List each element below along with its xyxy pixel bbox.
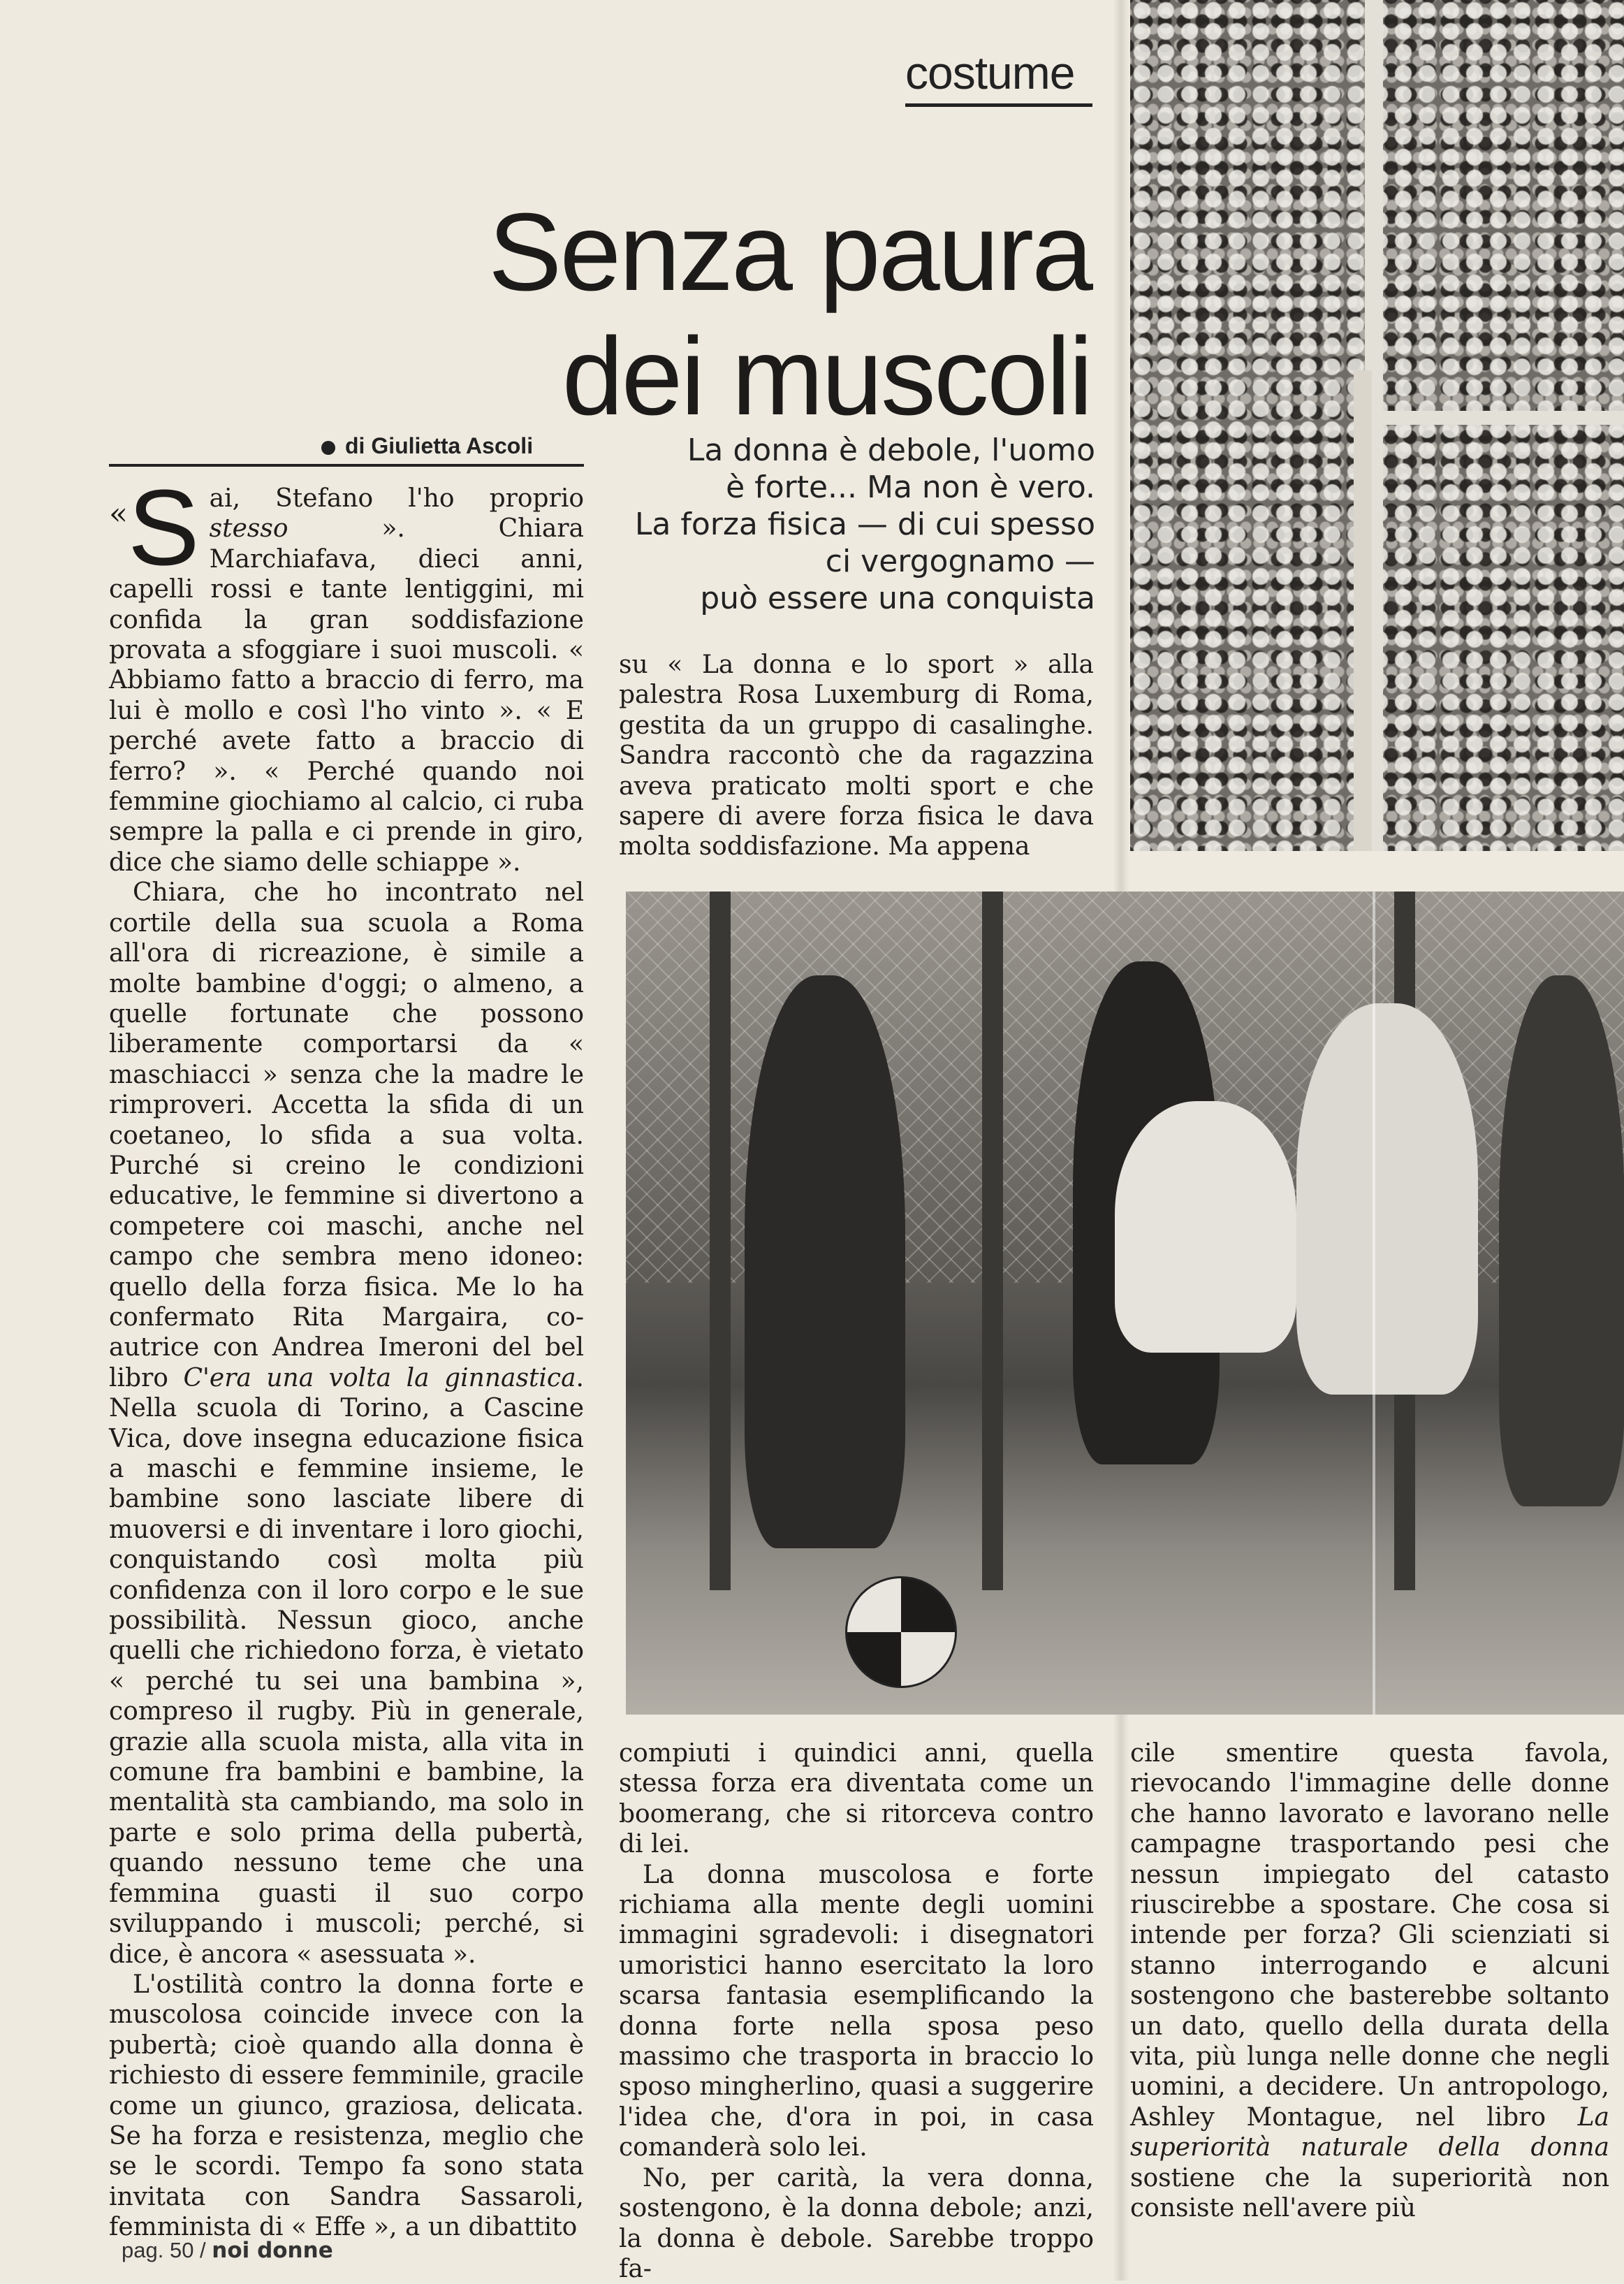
article-column-3-bottom <box>1130 1738 1609 2224</box>
spectator-figure <box>745 975 905 1548</box>
book-title: La superiorità naturale della donna <box>1130 2102 1609 2162</box>
drop-cap-letter: S <box>127 467 200 588</box>
player-figure <box>1296 1003 1478 1395</box>
deck-line: può essere una conquista <box>700 581 1095 616</box>
article-column-2-bottom <box>619 1738 1094 2284</box>
deck-line: La forza fisica — di cui spesso <box>634 507 1095 542</box>
headline <box>419 190 1091 439</box>
headline-line-2: dei muscoli <box>562 315 1091 438</box>
deck-line: La donna è debole, l'uomo <box>687 432 1095 468</box>
text: cile smentire questa favola, rievocando l'immagine delle donne che hanno lavorato e lavorano nelle campagne trasportando pesi che nessun impiegato del catasto riuscirebbe a spostare. Che cosa si intende per forza? Gli scienziati si stanno interrogando e alcuni sostengono che basterebbe soltanto un dato, quello della durata della vita, più lunga nelle donne che negli uomini, a decidere. Un antropologo, Ashley Montague, nel libro <box>1130 1739 1609 2132</box>
page-footer <box>122 2238 333 2263</box>
byline <box>321 433 533 459</box>
text: ». Chiara Marchiafava, dieci anni, capelli rossi e tante lentiggini, mi confida la gran soddisfazione provata a sfoggiare i suoi muscoli. « Abbiamo fatto a braccio di ferro, ma lui è mollo e così l'ho vinto ». « E perché avete fatto a braccio di ferro? ». « Perché quando noi femmine giochiamo al calcio, ci ruba sempre la palla e ci prende in giro, dice che siamo delle schiappe ». <box>109 514 584 877</box>
text: . Nella scuola di Torino, a Cascine Vica, dove insegna educazione fisica a maschi e femmine insieme, le bambine sono lasciate libere di muoversi e di inventare i loro giochi, conquistando così molta più confidenza con il loro corpo e le sue possibilità. Nessun gioco, anche quelli che richiedono forza, è vietato « perché tu sei una bambina », compreso il rugby. Più in generale, grazie alla scuola mista, alla vita in comune fra bambini e bambine, la mentalità sta cambiando, ma solo in parte e solo prima della pubertà, quando nessuno teme che una femmina guasti il suo corpo sviluppando i muscoli; perché, si dice, è ancora « asessuata ». <box>109 1363 584 1969</box>
spectator-figure <box>1499 975 1624 1506</box>
byline-text: di Giulietta Ascoli <box>345 433 534 458</box>
section-rule <box>905 103 1092 107</box>
paragraph: La donna muscolosa e forte richiama alla mente degli uomini immagini sgradevoli: i disegnatori umoristici hanno esercitato la loro scarsa fantasia esemplificando la donna forte nella sposa peso massimo che trasporta in braccio lo sposo mingherlino, quasi a suggerire l'idea che, d'ora in poi, in casa comanderà solo lei. <box>619 1860 1094 2162</box>
article-column-1 <box>109 467 584 2243</box>
drop-cap <box>109 467 200 588</box>
article-column-2-top <box>619 650 1094 862</box>
paragraph <box>1130 1738 1609 2224</box>
crowd-photo <box>1130 0 1624 851</box>
text: sostiene che la superiorità non consiste nell'avere più <box>1130 2163 1609 2223</box>
deck-line: è forte... Ma non è vero. <box>726 470 1095 505</box>
player-figure <box>1115 1101 1296 1353</box>
text: ai, Stefano l'ho proprio <box>209 484 584 513</box>
goal-crossbar <box>1382 411 1624 425</box>
fence-pole <box>710 892 731 1590</box>
paragraph: No, per carità, la vera donna, sostengono, è la donna debole; anzi, la donna è debole. Sarebbe troppo fa- <box>619 2163 1094 2283</box>
page-number: pag. 50 / <box>122 2238 206 2262</box>
fence-pole <box>982 892 1003 1590</box>
book-title: C'era una volta la ginnastica <box>183 1363 576 1392</box>
page-crease <box>1373 892 1375 1715</box>
deck-line: ci vergognamo — <box>825 544 1095 579</box>
deck-subtitle <box>608 432 1095 617</box>
text: Chiara, che ho incontrato nel cortile della sua scuola a Roma all'ora di ricreazione, è simile a molte bambine d'oggi; o almeno, a quelle fortunate che possono liberamente comportarsi da « maschiacci » senza che la madre le rimproveri. Accetta la sfida di un coetaneo, lo sfida a sua volta. Purché si creino le condizioni educative, le femmine si divertono a competere coi maschi, anche nel campo che sembra meno idoneo: quello della forza fisica. Me lo ha confermato Rita Margaira, co-autrice con Andrea Imeroni del bel libro <box>109 878 584 1392</box>
bullet-icon <box>321 441 335 455</box>
section-tag: costume <box>905 47 1075 99</box>
paragraph: su « La donna e lo sport » alla palestra Rosa Luxemburg di Roma, gestita da un gruppo di casalinghe. Sandra raccontò che da ragazzina aveva praticato molti sport e che sapere di avere forza fisica le dava molta soddisfazione. Ma appena <box>619 650 1094 861</box>
headline-line-1: Senza paura <box>488 191 1091 314</box>
text-italic: stesso <box>209 514 288 544</box>
paragraph <box>109 467 584 878</box>
paragraph: L'ostilità contro la donna forte e muscolosa coincide invece con la pubertà; cioè quando alla donna è richiesto di essere femminile, gracile come un giunco, graziosa, delicata. Se ha forza e resistenza, meglio che se le scordi. Tempo fa sono stata invitata con Sandra Sassaroli, femminista di « Effe », a un dibattito <box>109 1970 584 2242</box>
magazine-name: noi donne <box>212 2238 333 2263</box>
goalpost-upright <box>1354 370 1372 851</box>
football-ball <box>845 1576 957 1688</box>
football-match-photo <box>626 892 1624 1715</box>
byline-rule <box>109 464 584 467</box>
paragraph: compiuti i quindici anni, quella stessa forza era diventata come un boomerang, che si ritorceva contro di lei. <box>619 1739 1094 1859</box>
paragraph <box>109 878 584 1970</box>
drop-cap-quote: « <box>109 496 128 532</box>
